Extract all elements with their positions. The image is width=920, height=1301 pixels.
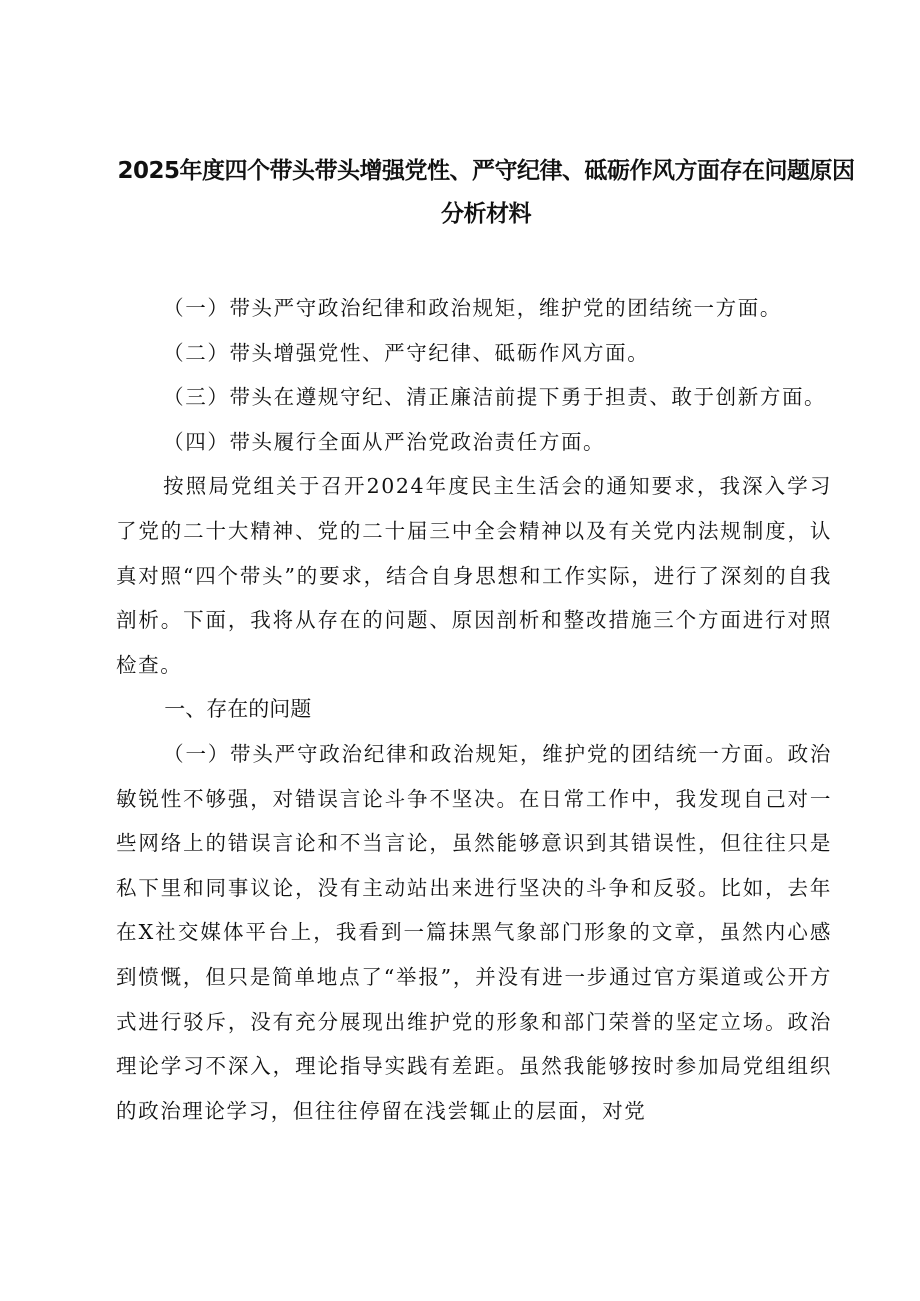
document-body — [116, 286, 832, 1133]
section-heading: 一、存在的问题 — [164, 697, 312, 722]
section-paragraph: （一）带头严守政治纪律和政治规矩，维护党的团结统一方面。政治敏锐性不够强，对错误言论斗争不坚决。在日常工作中，我发现自己对一些网络上的错误言论和不当言论，虽然能够意识到其错误性，但往往只是私下里和同事议论，没有主动站出来进行坚决的斗争和反驳。比如，去年在X社交媒体平台上，我看到一篇抹黑气象部门形象的文章，虽然内心感到愤慨，但只是简单地点了“举报”，并没有进一步通过官方渠道或公开方式进行驳斥，没有充分展现出维护党的形象和部门荣誉的坚定立场。政治理论学习不深入，理论指导实践有差距。虽然我能够按时参加局党组组织的政治理论学习，但往往停留在浅尝辄止的层面，对党 — [116, 741, 832, 1123]
outline-item-2: （二）带头增强党性、严守纪律、砥砺作风方面。 — [163, 340, 650, 365]
outline-item-1: （一）带头严守政治纪律和政治规矩，维护党的团结统一方面。 — [163, 296, 782, 320]
intro-paragraph: 按照局党组关于召开2024年度民主生活会的通知要求，我深入学习了党的二十大精神、党的二十届三中全会精神以及有关党内法规制度，认真对照“四个带头”的要求，结合自身思想和工作实际，进行了深刻的自我剖析。下面，我将从存在的问题、原因剖析和整改措施三个方面进行对照检查。 — [116, 474, 832, 677]
document-title: 2025年度四个带头带头增强党性、严守纪律、砥砺作风方面存在问题原因分析材料 — [117, 158, 855, 227]
outline-item-3: （三）带头在遵规守纪、清正廉洁前提下勇于担责、敢于创新方面。 — [163, 385, 827, 410]
outline-item-4: （四）带头履行全面从严治党政治责任方面。 — [163, 429, 606, 454]
